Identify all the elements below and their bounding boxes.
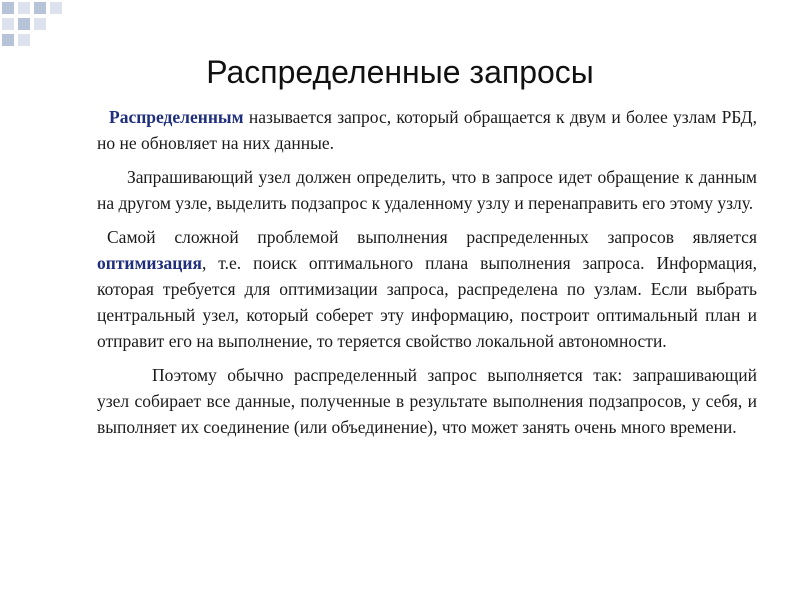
checker-squares-decoration [0, 0, 70, 50]
paragraph-optimization-before: Самой сложной проблемой выполнения распределенных запросов является [107, 227, 757, 247]
paragraph-requesting-node: Запрашивающий узел должен определить, что в запросе идет обращение к данным на другом узле, выделить подзапрос к удаленному узлу и перенаправить его этому узлу. [97, 167, 757, 213]
slide-body [97, 104, 757, 448]
paragraph-optimization [97, 224, 757, 354]
paragraph-optimization-after: , т.е. поиск оптимального плана выполнения запроса. Информация, которая требуется для оптимизации запроса, распределена по узлам. Если выбрать центральный узел, который соберет эту информацию, построит оптимальный план и отправит его на выполнение, то теряется свойство локальной автономности. [97, 253, 757, 351]
keyword-optimization: оптимизация [97, 253, 202, 273]
slide-title: Распределенные запросы [206, 54, 594, 90]
paragraph-execution: Поэтому обычно распределенный запрос выполняется так: запрашивающий узел собирает все данные, полученные в результате выполнения подзапросов, у себя, и выполняет их соединение (или объединение), что может занять очень много времени. [97, 365, 757, 437]
paragraph-definition [97, 104, 757, 156]
paragraph-definition-text: называется запрос, который обращается к двум и более узлам РБД, но не обновляет на них данные. [97, 107, 757, 153]
keyword-distributed: Распределенным [109, 107, 244, 127]
